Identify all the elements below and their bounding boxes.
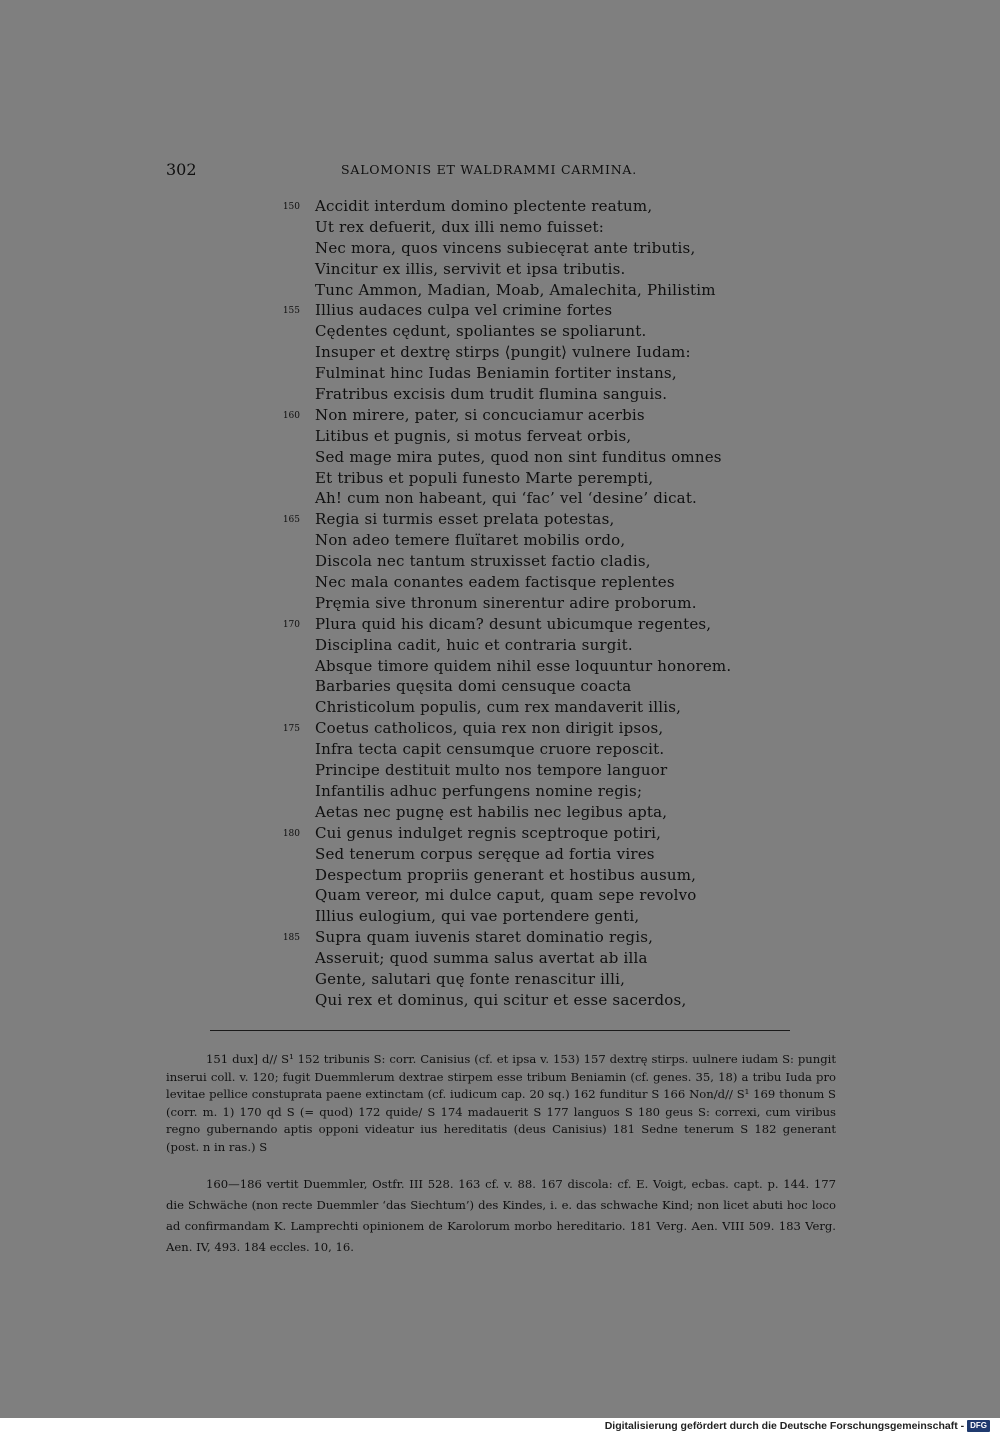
verse-line (280, 615, 760, 636)
verse-text: Despectum propriis generant et hostibus ausum, (315, 865, 697, 884)
verse-number: 165 (282, 515, 300, 526)
verse-line (280, 907, 760, 928)
verse-text: Qui rex et dominus, qui scitur et esse sacerdos, (315, 990, 687, 1009)
verse-line (280, 928, 760, 949)
verse-line (280, 322, 760, 343)
verse-line (280, 698, 760, 719)
verse-text: Plura quid his dicam? desunt ubicumque regentes, (315, 614, 712, 633)
verse-text: Gente, salutari quę fonte renascitur illi, (315, 969, 626, 988)
verse-text: Litibus et pugnis, si motus ferveat orbis, (315, 426, 632, 445)
verse-text: Cędentes cędunt, spoliantes se spoliarunt. (315, 322, 647, 341)
verse-text: Tunc Ammon, Madian, Moab, Amalechita, Philistim (315, 280, 716, 299)
verse-line (280, 740, 760, 761)
verse-line (280, 364, 760, 385)
verse-text: Illius audaces culpa vel crimine fortes (315, 301, 613, 320)
verse-text: Aetas nec pugnę est habilis nec legibus apta, (315, 802, 668, 821)
verse-line (280, 531, 760, 552)
poem-text (280, 197, 760, 1012)
verse-text: Infra tecta capit censumque cruore reposcit. (315, 740, 665, 759)
verse-line (280, 782, 760, 803)
verse-text: Infantilis adhuc perfungens nomine regis; (315, 781, 643, 800)
footnote-rule (210, 1030, 790, 1031)
verse-text: Et tribus et populi funesto Marte perempti, (315, 468, 654, 487)
verse-line (280, 573, 760, 594)
dfg-funding-footer (605, 1420, 990, 1432)
verse-text: Ah! cum non habeant, qui ‘fac’ vel ‘desine’ dicat. (315, 489, 698, 508)
verse-line (280, 218, 760, 239)
commentary-notes: 160—186 vertit Duemmler, Ostfr. III 528. 163 cf. v. 88. 167 discola: cf. E. Voigt, ecbas. capt. p. 144. 177 die Schwäche (non recte Duemmler ‘das Siechtum’) des Kindes, i. e. das schwache Kind; non licet abuti hoc loco ad confirmandam K. Lamprechti opinionem de Karolorum morbo hereditario. 181 Verg. Aen. VIII 509. 183 Verg. Aen. IV, 493. 184 eccles. 10, 16. (166, 1177, 836, 1254)
page-title: SALOMONIS ET WALDRAMMI CARMINA. (341, 162, 638, 177)
verse-text: Fratribus excisis dum trudit flumina sanguis. (315, 385, 668, 404)
verse-text: Nec mora, quos vincens subiecęrat ante tributis, (315, 238, 696, 257)
dfg-logo: DFG (967, 1420, 990, 1432)
verse-line (280, 803, 760, 824)
verse-number: 150 (282, 202, 300, 212)
verse-number: 155 (282, 306, 300, 317)
verse-text: Regia si turmis esset prelata potestas, (315, 510, 615, 529)
verse-line (280, 301, 760, 322)
verse-text: Disciplina cadit, huic et contraria surgit. (315, 635, 633, 654)
verse-text: Fulminat hinc Iudas Beniamin fortiter instans, (315, 364, 677, 383)
verse-text: Ut rex defuerit, dux illi nemo fuisset: (315, 217, 604, 236)
verse-line (280, 469, 760, 490)
verse-line (280, 239, 760, 260)
verse-text: Christicolum populis, cum rex mandaverit illis, (315, 698, 682, 717)
verse-line (280, 991, 760, 1012)
verse-text: Sed tenerum corpus seręque ad fortia vires (315, 844, 655, 863)
verse-text: Coetus catholicos, quia rex non dirigit ipsos, (315, 719, 664, 738)
verse-text: Nec mala conantes eadem factisque replentes (315, 573, 675, 592)
verse-text: Pręmia sive thronum sinerentur adire proborum. (315, 593, 697, 612)
verse-text: Quam vereor, mi dulce caput, quam sepe revolvo (315, 886, 697, 905)
verse-number: 175 (282, 724, 300, 735)
verse-text: Absque timore quidem nihil esse loquuntur honorem. (315, 656, 732, 675)
verse-line (280, 197, 760, 218)
funding-text: Digitalisierung gefördert durch die Deutsche Forschungsgemeinschaft - (604, 1420, 965, 1432)
verse-line (280, 866, 760, 887)
verse-line (280, 949, 760, 970)
verse-line (280, 427, 760, 448)
verse-line (280, 845, 760, 866)
verse-line (280, 719, 760, 740)
verse-line (280, 552, 760, 573)
verse-text: Accidit interdum domino plectente reatum, (315, 197, 653, 215)
verse-text: Insuper et dextrę stirps ⟨pungit⟩ vulnere Iudam: (315, 343, 691, 362)
verse-text: Barbaries quęsita domi censuque coacta (315, 677, 632, 696)
verse-line (280, 343, 760, 364)
verse-text: Non mirere, pater, si concuciamur acerbis (315, 405, 645, 424)
verse-text: Supra quam iuvenis staret dominatio regis, (315, 928, 654, 947)
running-head (166, 160, 826, 182)
verse-line (280, 594, 760, 615)
verse-line (280, 677, 760, 698)
verse-line (280, 657, 760, 678)
verse-text: Non adeo temere fluïtaret mobilis ordo, (315, 531, 626, 550)
verse-text: Sed mage mira putes, quod non sint funditus omnes (315, 447, 722, 466)
verse-line (280, 489, 760, 510)
verse-number: 160 (282, 410, 300, 421)
verse-line (280, 406, 760, 427)
critical-apparatus: 151 dux] d// S¹ 152 tribunis S: corr. Canisius (cf. et ipsa v. 153) 157 dextrę stirps. uulnere iudam S: pungit inserui coll. v. 120; fugit Duemmlerum dextrae stirpem esse tribum Beniamin (cf. genes. 35, 18) a tribu Iuda pro levitae pellice constuprata paene extinctam (cf. iudicum cap. 20 sq.) 162 funditur S 166 Non/d// S¹ 169 thonum S (corr. m. 1) 170 qd S (= quod) 172 quide/ S 174 madauerit S 177 languos S 180 geus S: correxi, cum viribus regno gubernando aptis opponi videatur ius hereditatis (deus Canisius) 181 Sedne tenerum S 182 generant (post. n in ras.) S (166, 1052, 836, 1154)
verse-line (280, 636, 760, 657)
verse-text: Principe destituit multo nos tempore languor (315, 761, 668, 780)
verse-text: Illius eulogium, qui vae portendere genti, (315, 907, 640, 926)
verse-text: Asseruit; quod summa salus avertat ab illa (315, 949, 648, 968)
verse-line (280, 281, 760, 302)
verse-number: 170 (282, 619, 300, 630)
verse-line (280, 761, 760, 782)
verse-number: 180 (282, 828, 300, 839)
verse-text: Discola nec tantum struxisset factio cladis, (315, 552, 651, 571)
verse-line (280, 886, 760, 907)
verse-number: 185 (282, 933, 300, 944)
verse-line (280, 510, 760, 531)
page-number: 302 (166, 160, 197, 179)
verse-line (280, 385, 760, 406)
verse-text: Vincitur ex illis, servivit et ipsa tributis. (315, 259, 626, 278)
verse-line (280, 448, 760, 469)
verse-line (280, 260, 760, 281)
verse-line (280, 824, 760, 845)
verse-text: Cui genus indulget regnis sceptroque potiri, (315, 823, 662, 842)
verse-line (280, 970, 760, 991)
